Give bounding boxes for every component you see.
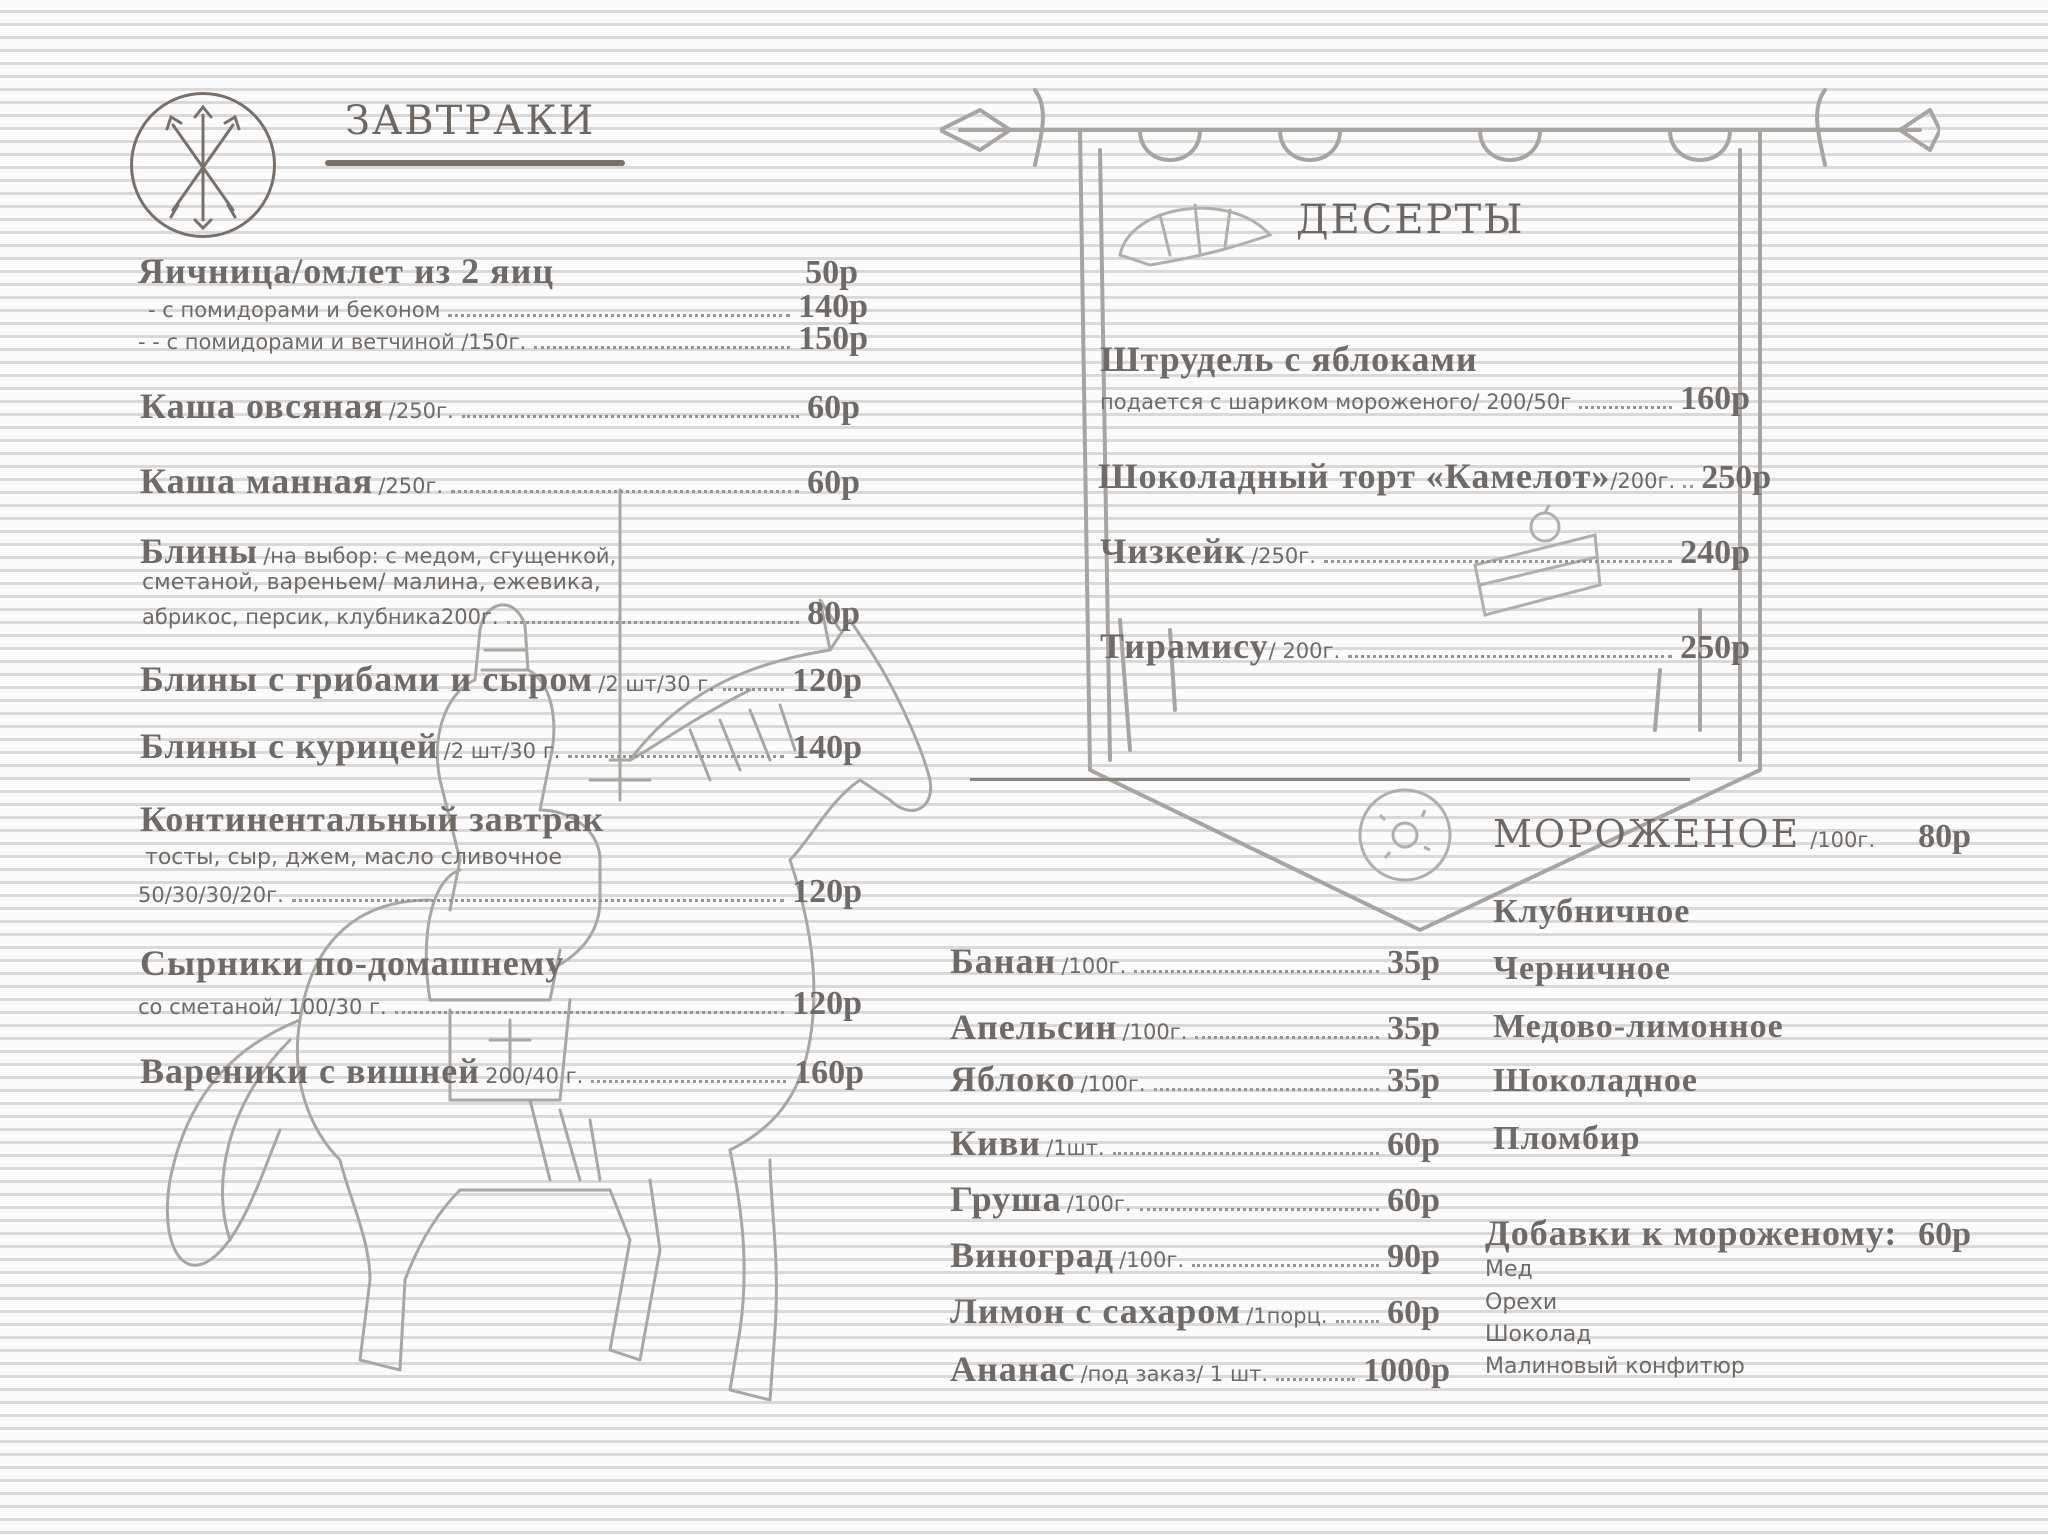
leader-dots — [1134, 970, 1379, 973]
item-note: /1порц. — [1246, 1304, 1328, 1328]
section-divider — [970, 778, 1690, 781]
item-note: /2 шт/30 г. — [598, 672, 715, 696]
ice-cream-price: 80р — [1918, 818, 1971, 855]
menu-item — [140, 460, 860, 502]
item-name: Штрудель с яблоками — [1100, 339, 1478, 379]
menu-item — [140, 385, 860, 427]
menu-item — [950, 1058, 1440, 1100]
donut-illustration — [1350, 780, 1460, 890]
item-price: 1000р — [1363, 1352, 1450, 1389]
item-name: Континентальный завтрак — [140, 799, 605, 839]
leader-dots — [1324, 560, 1672, 563]
item-name: Блины — [140, 531, 259, 571]
item-price: 160р — [794, 1054, 864, 1091]
item-note: со сметаной/ 100/30 г. — [138, 995, 387, 1019]
item-note: /1шт. — [1046, 1136, 1105, 1160]
menu-item — [1098, 455, 1772, 497]
item-price: 80р — [807, 595, 860, 632]
toppings-price: 60р — [1918, 1216, 1971, 1253]
item-price: 240р — [1680, 534, 1750, 571]
leader-dots — [1579, 406, 1672, 409]
item-price: 140р — [792, 729, 862, 766]
menu-item — [140, 725, 862, 767]
leader-dots — [1276, 1378, 1355, 1381]
leader-dots — [1140, 1208, 1380, 1211]
ice-cream-flavor: Пломбир — [1493, 1120, 1641, 1157]
item-price: 120р — [792, 662, 862, 699]
menu-item — [1100, 338, 1750, 380]
croissant-illustration — [1110, 185, 1280, 285]
leader-dots — [591, 1080, 786, 1083]
topping-item: Шоколад — [1485, 1322, 1592, 1347]
item-note: 200/40 г. — [485, 1064, 584, 1088]
menu-item — [138, 985, 862, 1023]
item-note: /250г. — [1251, 544, 1316, 568]
breakfast-logo — [130, 92, 276, 238]
menu-item — [138, 250, 858, 292]
item-name: Лимон с сахаром — [950, 1291, 1242, 1331]
item-name: Груша — [950, 1179, 1062, 1219]
leader-dots — [448, 314, 790, 317]
toppings-header — [1485, 1212, 1971, 1254]
item-price: 60р — [1387, 1126, 1440, 1163]
leader-dots — [451, 490, 799, 493]
item-name: Шоколадный торт «Камелот» — [1098, 456, 1611, 496]
item-note: /250г. — [378, 474, 444, 498]
menu-item — [1100, 530, 1750, 572]
leader-dots — [292, 899, 784, 902]
item-name: Апельсин — [950, 1007, 1118, 1047]
menu-item — [950, 1006, 1440, 1048]
menu-item — [140, 798, 862, 840]
item-price: 140р — [798, 288, 868, 325]
leader-dots — [1113, 1152, 1379, 1155]
item-name: Тирамису — [1100, 626, 1269, 666]
item-price: 60р — [1387, 1182, 1440, 1219]
item-name: Каша овсяная — [140, 386, 384, 426]
menu-item — [950, 1290, 1440, 1332]
item-price: 90р — [1387, 1238, 1440, 1275]
crossed-arrows-icon — [133, 95, 273, 235]
menu-item — [950, 1178, 1440, 1220]
menu-item — [138, 320, 868, 358]
item-note: /на выбор: с медом, сгущенкой, — [263, 544, 617, 568]
menu-item — [140, 942, 862, 984]
menu-item — [950, 1348, 1450, 1390]
item-price: 60р — [807, 464, 860, 501]
menu-item — [140, 530, 860, 572]
item-note: /250г. — [388, 399, 454, 423]
menu-item — [1100, 625, 1750, 667]
item-note: /100г. — [1122, 1020, 1188, 1044]
item-note: сметаной, вареньем/ малина, ежевика, — [142, 570, 601, 595]
item-name: Вареники с вишней — [140, 1051, 480, 1091]
menu-item — [138, 873, 862, 911]
ice-cream-flavor: Шоколадное — [1493, 1062, 1698, 1099]
leader-dots — [1195, 1036, 1379, 1039]
item-price: 150р — [798, 320, 868, 357]
menu-item — [950, 940, 1440, 982]
menu-item — [950, 1234, 1440, 1276]
topping-item: Орехи — [1485, 1290, 1558, 1315]
leader-dots — [723, 688, 784, 691]
leader-dots — [1336, 1320, 1380, 1323]
item-note: 50/30/30/20г. — [138, 883, 284, 907]
leader-dots — [1348, 655, 1672, 658]
leader-dots — [568, 755, 784, 758]
item-name: Банан — [950, 941, 1057, 981]
item-note: - с помидорами и беконом — [148, 298, 441, 322]
leader-dots — [395, 1011, 784, 1014]
topping-item: Мед — [1485, 1257, 1533, 1282]
item-note: /100г. — [1080, 1072, 1146, 1096]
item-name: Виноград — [950, 1235, 1115, 1275]
item-price: 120р — [792, 985, 862, 1022]
item-price: 250р — [1701, 459, 1772, 496]
item-price: 120р — [792, 873, 862, 910]
item-name: Киви — [950, 1123, 1042, 1163]
breakfast-title-underline — [325, 160, 625, 166]
ice-cream-header — [1493, 812, 1971, 856]
item-note: /100г. — [1119, 1248, 1185, 1272]
item-note: / 200г. — [1268, 639, 1341, 663]
item-price: 35р — [1387, 1010, 1440, 1047]
item-name: Каша манная — [140, 461, 374, 501]
topping-item: Малиновый конфитюр — [1485, 1354, 1745, 1379]
ice-cream-note: /100г. — [1810, 828, 1876, 852]
item-name: Блины с курицей — [140, 726, 439, 766]
item-note: /2 шт/30 г. — [443, 739, 561, 763]
menu-item — [142, 595, 860, 633]
desserts-title: ДЕСЕРТЫ — [1296, 197, 1525, 243]
item-price: 35р — [1387, 1062, 1440, 1099]
item-note: абрикос, персик, клубника200г. — [142, 605, 499, 629]
item-note: подается с шариком мороженого/ 200/50г — [1100, 390, 1572, 414]
item-note: /200г. — [1610, 469, 1676, 493]
item-note: /100г. — [1061, 954, 1127, 978]
menu-item — [140, 1050, 864, 1092]
ice-cream-flavor: Клубничное — [1493, 893, 1691, 930]
item-price: 60р — [807, 389, 860, 426]
item-note: /под заказ/ 1 шт. — [1080, 1362, 1269, 1386]
item-name: Сырники по-домашнему — [140, 943, 565, 983]
toppings-title: Добавки к мороженому: — [1485, 1213, 1898, 1253]
item-price: 160р — [1680, 380, 1750, 417]
menu-item — [950, 1122, 1440, 1164]
item-name: Блины с грибами и сыром — [140, 659, 594, 699]
ice-cream-title: МОРОЖЕНОЕ — [1493, 812, 1801, 856]
item-price: 35р — [1387, 944, 1440, 981]
leader-dots — [462, 415, 799, 418]
item-name: Яблоко — [950, 1059, 1076, 1099]
item-note: тосты, сыр, джем, масло сливочное — [145, 845, 563, 870]
item-note: - - с помидорами и ветчиной /150г. — [138, 330, 527, 354]
ice-cream-flavor: Черничное — [1493, 950, 1671, 987]
leader-dots — [1154, 1088, 1380, 1091]
item-price: 250р — [1680, 629, 1750, 666]
item-name: Ананас — [950, 1349, 1076, 1389]
item-name: Яичница/омлет из 2 яиц — [138, 251, 555, 291]
ice-cream-flavor: Медово-лимонное — [1493, 1008, 1784, 1045]
item-price: 60р — [1387, 1294, 1440, 1331]
menu-item — [1100, 380, 1750, 418]
menu-item — [140, 658, 862, 700]
leader-dots — [1192, 1264, 1379, 1267]
item-price: 50р — [805, 254, 858, 291]
leader-dots — [1683, 485, 1693, 488]
leader-dots — [507, 621, 799, 624]
item-note: /100г. — [1066, 1192, 1132, 1216]
breakfast-title: ЗАВТРАКИ — [345, 98, 596, 144]
item-name: Чизкейк — [1100, 531, 1246, 571]
leader-dots — [534, 346, 790, 349]
